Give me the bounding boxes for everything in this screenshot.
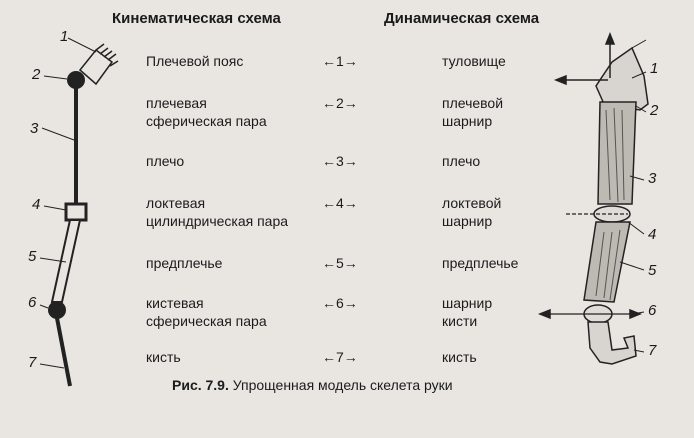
hand-segment — [588, 322, 636, 364]
kinematic-label-5: 5 — [28, 248, 37, 265]
forearm-segment — [584, 222, 630, 302]
row-2-kinematic-line-2: сферическая пара — [146, 113, 267, 129]
row-5-kinematic: предплечье — [146, 255, 223, 271]
kinematic-label-6: 6 — [28, 294, 37, 311]
row-6-dynamic-line-1: шарнир — [442, 295, 493, 311]
row-4-dynamic-line-1: локтевой — [442, 195, 502, 211]
row-4-kinematic-line-1: локтевая — [146, 195, 206, 211]
row-7-kinematic: кисть — [146, 349, 181, 365]
kinematic-label-1: 1 — [60, 28, 69, 45]
row-2-link: ←2→ — [322, 95, 358, 111]
figure-caption — [172, 377, 453, 393]
row-6-kinematic-line-1: кистевая — [146, 295, 204, 311]
dynamic-label-2: 2 — [650, 102, 659, 119]
kinematic-label-3: 3 — [30, 120, 39, 137]
dyn-leader-5 — [620, 262, 644, 270]
dynamic-header: Динамическая схема — [384, 10, 540, 27]
row-7-link: ←7→ — [322, 349, 358, 365]
kinematic-label-7: 7 — [28, 354, 37, 371]
shoulder-up-arrow-head — [606, 34, 614, 44]
dynamic-label-6: 6 — [648, 302, 657, 319]
row-6-link: ←6→ — [322, 295, 358, 311]
dynamic-label-7: 7 — [648, 342, 657, 359]
row-3-kinematic: плечо — [146, 153, 185, 169]
row-1-kinematic: Плечевой пояс — [146, 53, 244, 69]
row-7-dynamic: кисть — [442, 349, 477, 365]
row-4-link: ←4→ — [322, 195, 358, 211]
kinematic-label-4: 4 — [32, 196, 41, 213]
row-1-dynamic: туловище — [442, 53, 506, 69]
row-3-dynamic: плечо — [442, 153, 481, 169]
row-2-dynamic-line-1: плечевой — [442, 95, 504, 111]
caption-text: Упрощенная модель скелета руки — [228, 377, 453, 393]
row-6-kinematic-line-2: сферическая пара — [146, 313, 267, 329]
kinematic-header: Кинематическая схема — [112, 10, 281, 27]
dynamic-label-4: 4 — [648, 226, 657, 243]
row-4-kinematic-line-2: цилиндрическая пара — [146, 213, 289, 229]
row-1-link: ←1→ — [322, 53, 358, 69]
caption-label: Рис. 7.9. — [172, 377, 229, 393]
dynamic-label-5: 5 — [648, 262, 657, 279]
row-4-dynamic-line-2: шарнир — [442, 213, 493, 229]
kinematic-label-2: 2 — [32, 66, 41, 83]
dynamic-label-1: 1 — [650, 60, 659, 77]
row-2-dynamic-line-2: шарнир — [442, 113, 493, 129]
row-5-link: ←5→ — [322, 255, 358, 271]
dyn-leader-4 — [628, 222, 644, 234]
row-2-kinematic-line-1: плечевая — [146, 95, 207, 111]
row-5-dynamic: предплечье — [442, 255, 519, 271]
row-3-link: ←3→ — [322, 153, 358, 169]
row-6-dynamic-line-2: кисти — [442, 313, 478, 329]
dynamic-label-3: 3 — [648, 170, 657, 187]
torso-shoulder-shape — [596, 48, 648, 110]
shoulder-arrow-head — [556, 76, 566, 84]
